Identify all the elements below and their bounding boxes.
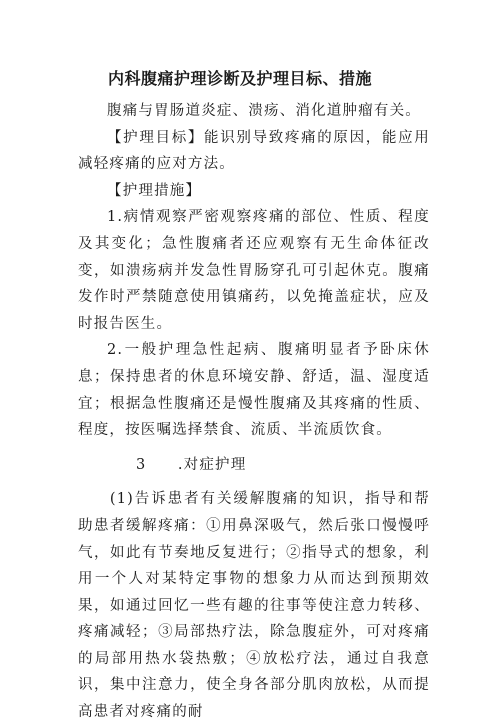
goal-paragraph: 【护理目标】能识别导致疼痛的原因，能应用减轻疼痛的应对方法。 bbox=[78, 129, 430, 173]
document-title: 内科腹痛护理诊断及护理目标、措施 bbox=[108, 69, 373, 88]
measure-item-3-heading bbox=[78, 452, 430, 479]
measures-heading: 【护理措施】 bbox=[107, 182, 202, 199]
spacer bbox=[78, 444, 430, 452]
spacer bbox=[78, 478, 430, 486]
measure-item-3-1: (1)告诉患者有关缓解腹痛的知识，指导和帮助患者缓解疼痛：①用鼻深吸气，然后张口慢慢呼气，如此有节奏地反复进行；②指导式的想象，利用一个人对某特定事物的想象力从而达到预期效果，如通过回忆一些有趣的往事等使注意力转移、疼痛减轻；③局部热疗法，除急腹症外，可对疼痛的局部用热水袋热敷；④放松疗法，通过自我意识，集中注意力，使全身各部分肌肉放松，从而提高患者对疼痛的耐 bbox=[78, 491, 430, 721]
item-3-label: 3 .对症护理 bbox=[136, 456, 247, 473]
measure-item-2: 2.一般护理急性起病、腹痛明显者予卧床休息；保持患者的休息环境安静、舒适，温、湿度适宜；根据急性腹痛还是慢性腹痛及其疼痛的性质、程度，按医嘱选择禁食、流质、半流质饮食。 bbox=[78, 342, 430, 439]
intro-paragraph: 腹痛与胃肠道炎症、溃疡、消化道肿瘤有关。 bbox=[107, 103, 421, 119]
document-body bbox=[78, 98, 430, 726]
measure-item-1: 1.病情观察严密观察疼痛的部位、性质、程度及其变化；急性腹痛者还应观察有无生命体征改变，如溃疡病并发急性胃肠穿孔可引起休克。腹痛发作时严禁随意使用镇痛药，以免掩盖症状，应及时报告医生。 bbox=[78, 209, 430, 332]
